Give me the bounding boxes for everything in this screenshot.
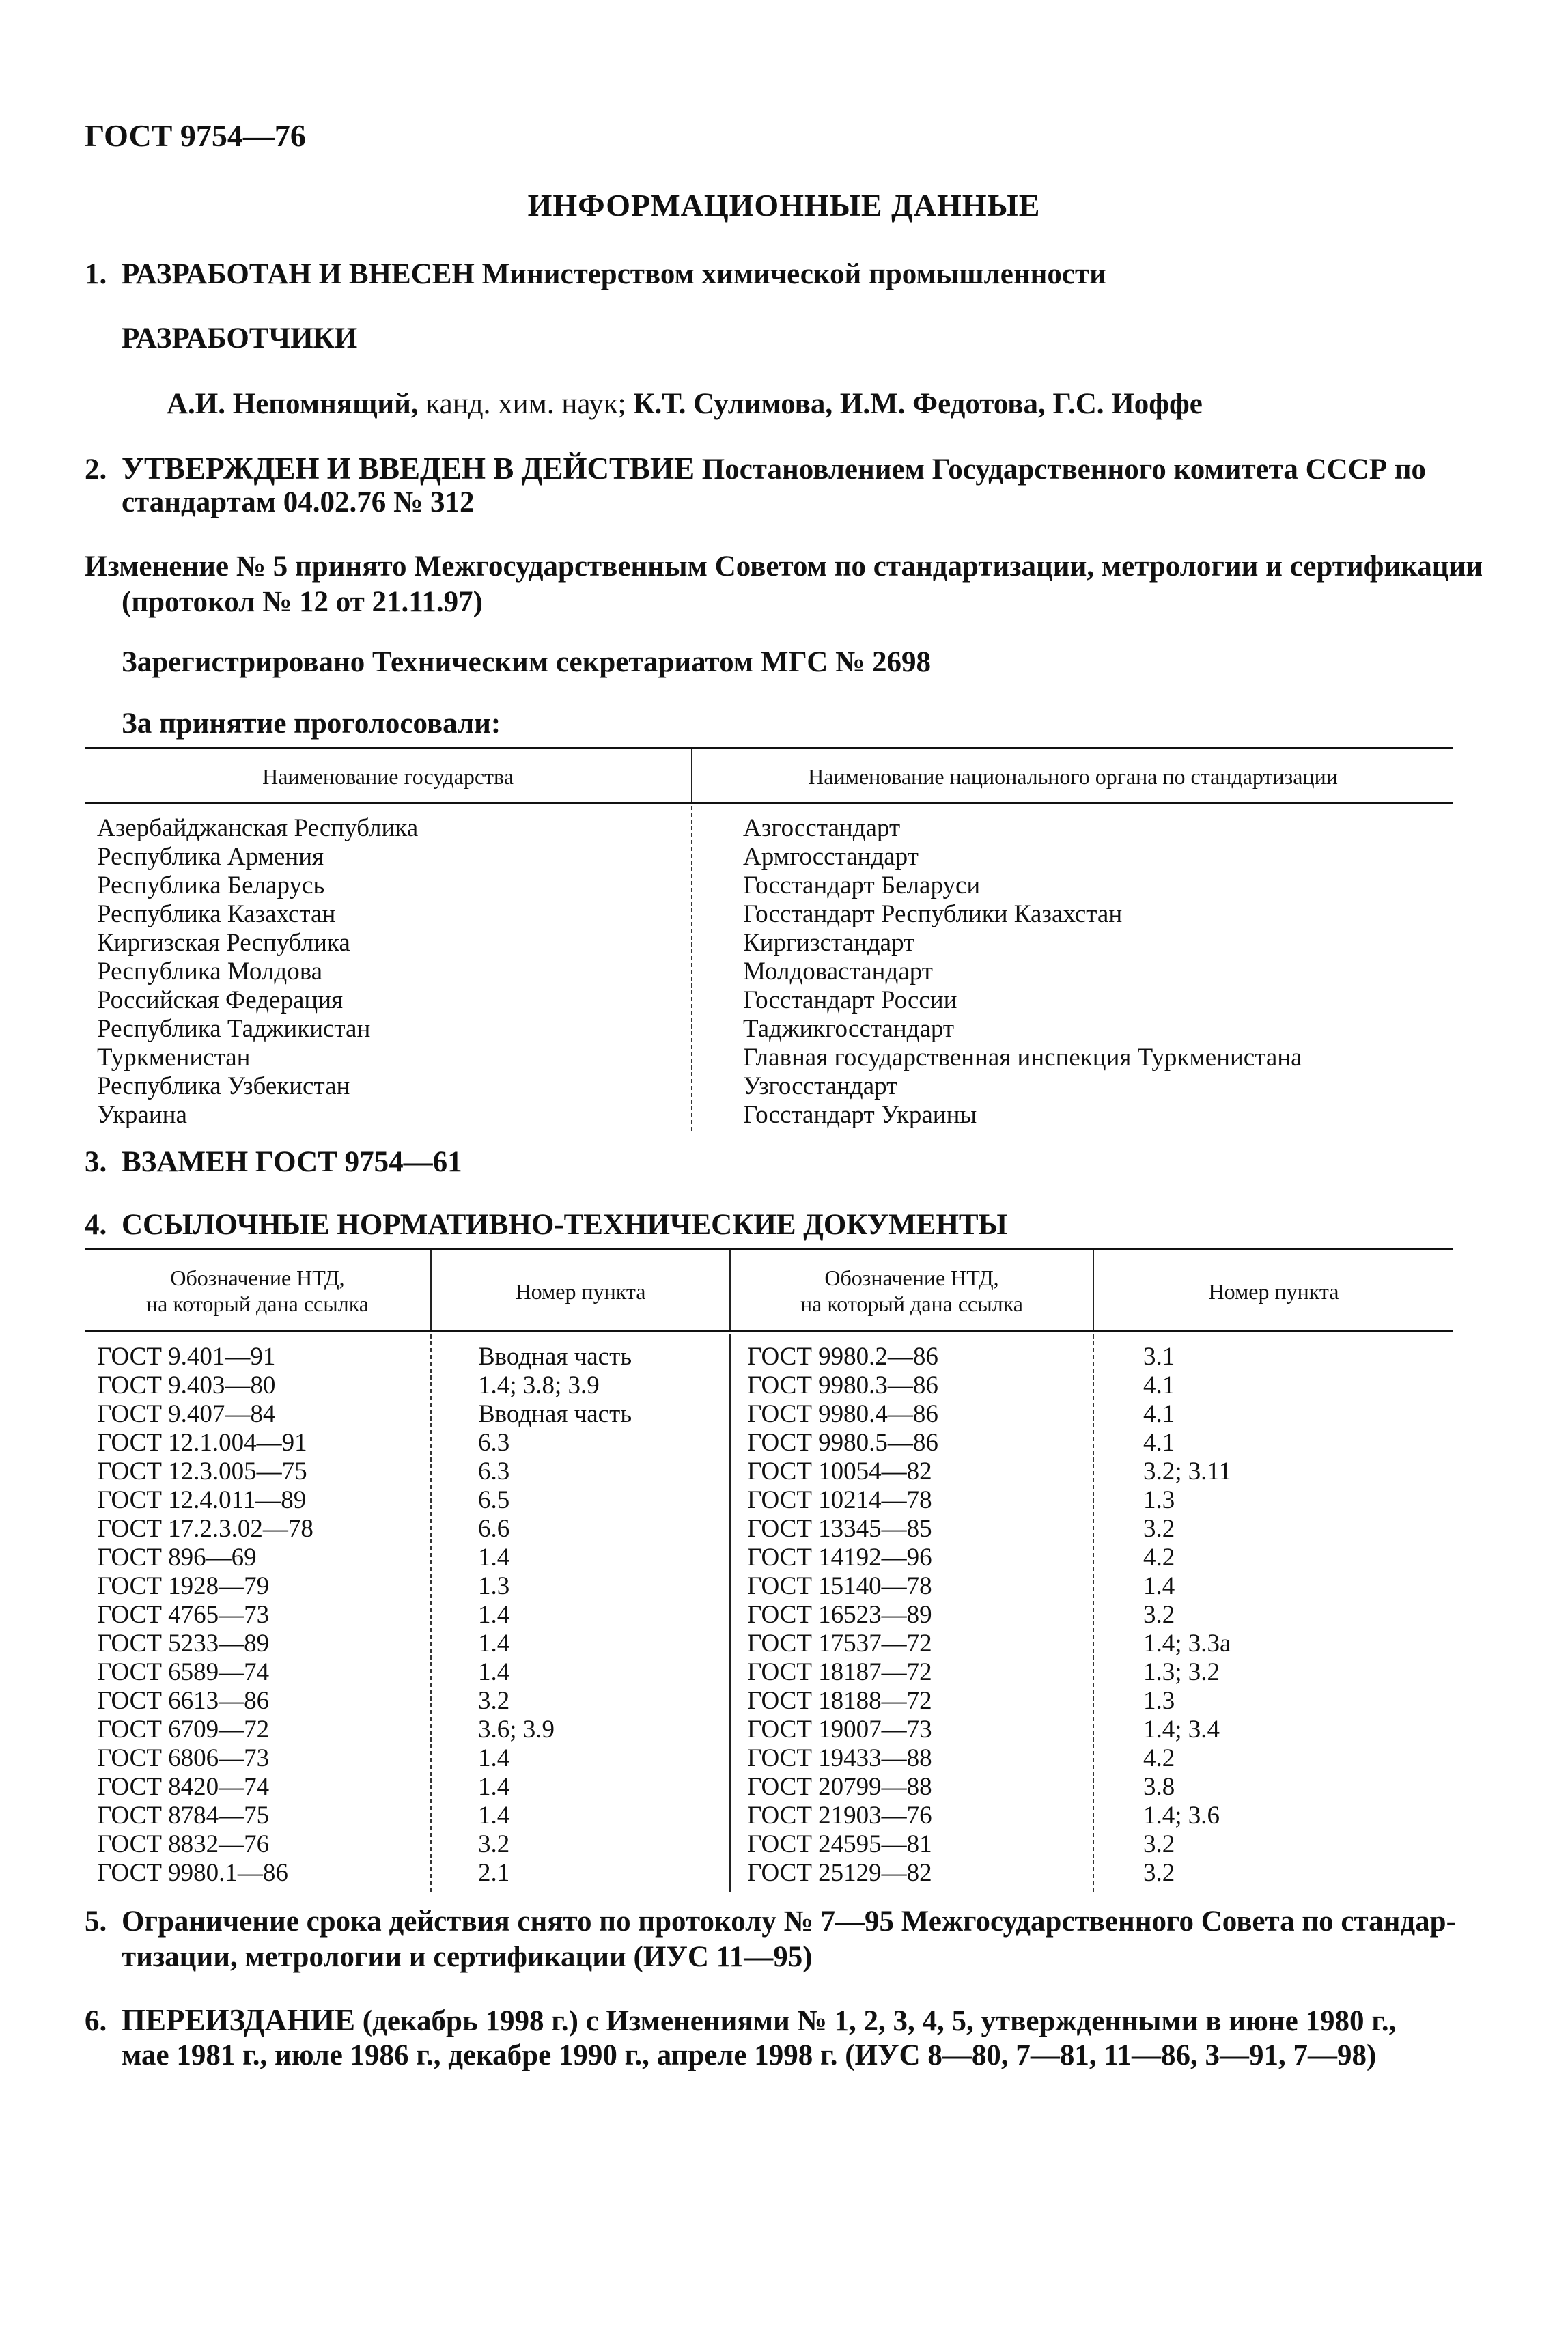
refs-right-items-column [1143, 1343, 1231, 1888]
voted-label: За принятие проголосовали: [122, 708, 501, 740]
state-name: Республика Узбекистан [97, 1072, 350, 1100]
standards-body-name: Узгосстандарт [743, 1072, 898, 1100]
change-5-line1: Изменение № 5 принято Межгосударственным Советом по стандартизации, метрологии и сертификации [85, 550, 1483, 583]
ref-item-number: 1.4; 3.4 [1143, 1716, 1220, 1744]
section-2-number: 2. [85, 453, 107, 486]
ref-item-number: 1.3 [1143, 1687, 1175, 1715]
section-4 [85, 1205, 1007, 1246]
refs-table-header-rule [85, 1330, 1453, 1332]
section-3-text: ВЗАМЕН ГОСТ 9754—61 [122, 1146, 462, 1178]
state-name: Азербайджанская Республика [97, 814, 419, 842]
ref-item-number: 4.2 [1143, 1744, 1175, 1772]
section-3-number: 3. [85, 1146, 107, 1178]
state-name: Республика Армения [97, 843, 324, 871]
page-title: ИНФОРМАЦИОННЫЕ ДАННЫЕ [527, 188, 1041, 223]
section-1-number: 1. [85, 258, 107, 290]
refs-body-div-2 [729, 1334, 731, 1892]
standards-body-name: Главная государственная инспекция Туркменистана [743, 1044, 1302, 1072]
ref-item-number: 1.4; 3.6 [1143, 1802, 1220, 1830]
ref-doc-designation: ГОСТ 8784—75 [97, 1802, 270, 1830]
ref-item-number: 3.2 [1143, 1601, 1175, 1629]
standards-body-name: Киргизстандарт [743, 929, 915, 957]
ref-item-number: 6.5 [478, 1486, 510, 1514]
ref-doc-designation: ГОСТ 9980.5—86 [747, 1429, 938, 1457]
ref-item-number: Вводная часть [478, 1400, 632, 1428]
state-name: Республика Беларусь [97, 871, 325, 899]
standards-body-name: Госстандарт Республики Казахстан [743, 900, 1123, 928]
ref-doc-designation: ГОСТ 6589—74 [97, 1658, 270, 1686]
ref-item-number: 3.1 [1143, 1343, 1175, 1371]
state-name: Киргизская Республика [97, 929, 350, 957]
refs-right-docs-column [747, 1343, 938, 1888]
section-6-number: 6. [85, 2005, 107, 2037]
section-2-rest1: Постановлением Государственного комитета СССР по [701, 453, 1427, 486]
section-2-lead: УТВЕРЖДЕН И ВВЕДЕН В ДЕЙСТВИЕ [122, 451, 695, 486]
ref-doc-designation: ГОСТ 12.1.004—91 [97, 1429, 307, 1457]
developers-list [167, 384, 1203, 425]
document-code-header: ГОСТ 9754—76 [85, 118, 306, 153]
refs-body-div-1 [430, 1334, 432, 1892]
ref-doc-designation: ГОСТ 25129—82 [747, 1859, 932, 1887]
ref-item-number: 1.4 [1143, 1572, 1175, 1600]
ref-item-number: 3.2 [1143, 1515, 1175, 1543]
ref-doc-designation: ГОСТ 6613—86 [97, 1687, 270, 1715]
standards-body-name: Азгосстандарт [743, 814, 901, 842]
voting-header-state: Наименование государства [262, 764, 514, 789]
section-4-text: ССЫЛОЧНЫЕ НОРМАТИВНО-ТЕХНИЧЕСКИЕ ДОКУМЕНТЫ [122, 1209, 1007, 1241]
refs-header-doc-right-line2: на который дана ссылка [800, 1291, 1023, 1316]
state-name: Республика Молдова [97, 958, 323, 986]
ref-doc-designation: ГОСТ 20799—88 [747, 1773, 932, 1801]
ref-doc-designation: ГОСТ 6709—72 [97, 1716, 270, 1744]
ref-doc-designation: ГОСТ 24595—81 [747, 1830, 932, 1858]
ref-doc-designation: ГОСТ 10054—82 [747, 1457, 932, 1485]
ref-doc-designation: ГОСТ 1928—79 [97, 1572, 270, 1600]
ref-doc-designation: ГОСТ 12.3.005—75 [97, 1457, 307, 1485]
ref-item-number: 3.8 [1143, 1773, 1175, 1801]
ref-doc-designation: ГОСТ 9980.3—86 [747, 1371, 938, 1399]
ref-doc-designation: ГОСТ 21903—76 [747, 1802, 932, 1830]
state-name: Российская Федерация [97, 986, 344, 1014]
ref-doc-designation: ГОСТ 9.407—84 [97, 1400, 276, 1428]
ref-doc-designation: ГОСТ 8832—76 [97, 1830, 270, 1858]
refs-left-items-column [478, 1343, 632, 1888]
standards-body-name: Госстандарт России [743, 986, 957, 1014]
ref-doc-designation: ГОСТ 19433—88 [747, 1744, 932, 1772]
ref-doc-designation: ГОСТ 10214—78 [747, 1486, 932, 1514]
ref-item-number: 1.4 [478, 1543, 510, 1571]
refs-header-item-left: Номер пункта [515, 1279, 646, 1304]
voting-states-column [97, 814, 418, 1130]
refs-header-doc-left-line2: на который дана ссылка [146, 1291, 369, 1316]
voting-table-top-rule [85, 747, 1453, 749]
standards-body-name: Молдовастандарт [743, 958, 933, 986]
ref-doc-designation: ГОСТ 8420—74 [97, 1773, 270, 1801]
ref-item-number: 3.2; 3.11 [1143, 1457, 1232, 1485]
section-6-line1: (декабрь 1998 г.) с Изменениями № 1, 2, 3, 4, 5, утвержденными в июне 1980 г., [362, 2005, 1397, 2037]
ref-doc-designation: ГОСТ 12.4.011—89 [97, 1486, 307, 1514]
section-5-number: 5. [85, 1905, 107, 1938]
ref-doc-designation: ГОСТ 14192—96 [747, 1543, 932, 1571]
voting-header-body: Наименование национального органа по стандартизации [808, 764, 1338, 789]
section-2-rest2: стандартам 04.02.76 № 312 [122, 486, 475, 518]
ref-item-number: 3.2 [1143, 1830, 1175, 1858]
voting-table-body-divider [691, 806, 692, 1131]
ref-doc-designation: ГОСТ 17.2.3.02—78 [97, 1515, 313, 1543]
section-1 [85, 254, 1106, 295]
refs-header-doc-left-line1: Обозначение НТД, [170, 1266, 345, 1290]
developers-a: А.И. Непомнящий, [167, 388, 419, 420]
ref-doc-designation: ГОСТ 13345—85 [747, 1515, 932, 1543]
ref-item-number: 1.4 [478, 1773, 510, 1801]
ref-item-number: 1.4 [478, 1744, 510, 1772]
standards-body-name: Госстандарт Украины [743, 1101, 977, 1129]
ref-doc-designation: ГОСТ 896—69 [97, 1543, 257, 1571]
section-6-lead: ПЕРЕИЗДАНИЕ [122, 2003, 356, 2037]
ref-doc-designation: ГОСТ 5233—89 [97, 1630, 270, 1658]
ref-item-number: 1.4 [478, 1658, 510, 1686]
ref-item-number: 1.3 [478, 1572, 510, 1600]
ref-doc-designation: ГОСТ 9980.2—86 [747, 1343, 938, 1371]
ref-item-number: 6.3 [478, 1457, 510, 1485]
ref-item-number: 1.4 [478, 1601, 510, 1629]
ref-doc-designation: ГОСТ 9980.4—86 [747, 1400, 938, 1428]
section-6-line2: мае 1981 г., июле 1986 г., декабре 1990 г., апреле 1998 г. (ИУС 8—80, 7—81, 11—86, 3—91, 7—98) [122, 2039, 1377, 2071]
ref-doc-designation: ГОСТ 9980.1—86 [97, 1859, 288, 1887]
ref-item-number: 1.4 [478, 1630, 510, 1658]
refs-table-top-rule [85, 1248, 1453, 1250]
section-1-rest: Министерством химической промышленности [481, 258, 1106, 290]
ref-item-number: 4.2 [1143, 1543, 1175, 1571]
standards-body-name: Армгосстандарт [743, 843, 919, 871]
ref-doc-designation: ГОСТ 4765—73 [97, 1601, 270, 1629]
state-name: Республика Таджикистан [97, 1015, 371, 1043]
section-3 [85, 1142, 462, 1183]
standards-body-name: Госстандарт Беларуси [743, 871, 981, 899]
refs-header-doc-right-line1: Обозначение НТД, [824, 1266, 999, 1290]
state-name: Туркменистан [97, 1044, 251, 1072]
ref-item-number: Вводная часть [478, 1343, 632, 1371]
ref-doc-designation: ГОСТ 6806—73 [97, 1744, 270, 1772]
refs-header-doc-left [85, 1265, 430, 1317]
section-5-line2: тизации, метрологии и сертификации (ИУС 11—95) [122, 1941, 813, 1973]
voting-bodies-column [743, 814, 1302, 1130]
ref-doc-designation: ГОСТ 17537—72 [747, 1630, 932, 1658]
developers-c: К.Т. Сулимова, И.М. Федотова, Г.С. Иоффе [633, 388, 1203, 420]
ref-item-number: 3.2 [478, 1830, 510, 1858]
ref-doc-designation: ГОСТ 19007—73 [747, 1716, 932, 1744]
section-4-number: 4. [85, 1209, 107, 1241]
refs-left-docs-column [97, 1343, 313, 1888]
standards-body-name: Таджикгосстандарт [743, 1015, 955, 1043]
ref-item-number: 1.4 [478, 1802, 510, 1830]
ref-doc-designation: ГОСТ 18187—72 [747, 1658, 932, 1686]
section-5 [85, 1901, 1456, 1942]
ref-item-number: 1.4; 3.3а [1143, 1630, 1231, 1658]
refs-header-item-right: Номер пункта [1208, 1279, 1339, 1304]
ref-doc-designation: ГОСТ 15140—78 [747, 1572, 932, 1600]
state-name: Украина [97, 1101, 187, 1129]
refs-header-doc-right [731, 1265, 1093, 1317]
state-name: Республика Казахстан [97, 900, 336, 928]
ref-item-number: 4.1 [1143, 1400, 1175, 1428]
ref-item-number: 3.6; 3.9 [478, 1716, 555, 1744]
ref-doc-designation: ГОСТ 9.401—91 [97, 1343, 276, 1371]
section-5-line1: Ограничение срока действия снято по протоколу № 7—95 Межгосударственного Совета по стандар- [122, 1905, 1456, 1938]
ref-doc-designation: ГОСТ 18188—72 [747, 1687, 932, 1715]
ref-item-number: 4.1 [1143, 1429, 1175, 1457]
section-1-lead: РАЗРАБОТАН И ВНЕСЕН [122, 258, 475, 290]
ref-item-number: 1.4; 3.8; 3.9 [478, 1371, 600, 1399]
ref-item-number: 6.6 [478, 1515, 510, 1543]
ref-item-number: 3.2 [478, 1687, 510, 1715]
ref-item-number: 3.2 [1143, 1859, 1175, 1887]
registered-note: Зарегистрировано Техническим секретариатом МГС № 2698 [122, 646, 931, 678]
ref-item-number: 1.3 [1143, 1486, 1175, 1514]
ref-item-number: 1.3; 3.2 [1143, 1658, 1220, 1686]
developers-b: канд. хим. наук; [425, 388, 626, 420]
developers-label: РАЗРАБОТЧИКИ [122, 322, 358, 354]
ref-item-number: 4.1 [1143, 1371, 1175, 1399]
voting-table-header-rule [85, 802, 1453, 804]
ref-item-number: 6.3 [478, 1429, 510, 1457]
refs-body-div-3 [1093, 1334, 1094, 1892]
change-5-line2: (протокол № 12 от 21.11.97) [122, 586, 483, 618]
ref-item-number: 2.1 [478, 1859, 510, 1887]
ref-doc-designation: ГОСТ 16523—89 [747, 1601, 932, 1629]
ref-doc-designation: ГОСТ 9.403—80 [97, 1371, 276, 1399]
